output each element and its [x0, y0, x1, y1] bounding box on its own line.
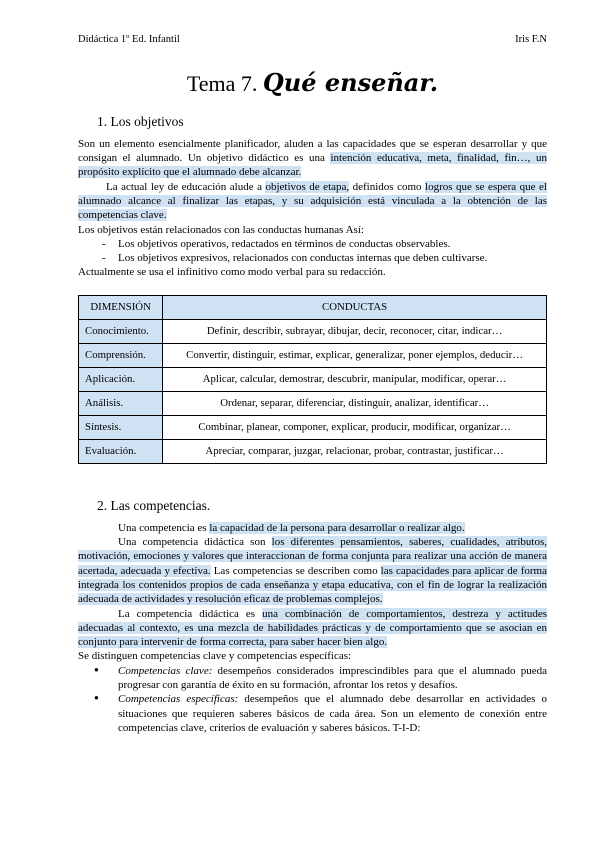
objetivos-paragraph-4: Actualmente se usa el infinitivo como modo verbal para su redacción. [78, 266, 386, 279]
header-course-label: Didáctica 1º Ed. Infantil [78, 34, 180, 45]
conductas-cell: Convertir, distinguir, estimar, explicar, generalizar, poner ejemplos, deducir… [163, 343, 547, 367]
table-row [79, 343, 547, 367]
objetivos-types-list [100, 237, 547, 266]
competencias-paragraph-2: Una competencia didáctica son los diferentes pensamientos, saberes, cualidades, atributos, motivación, emociones y valores que interaccionan de forma conjunta para realizar una acción de manera acertada, adecuada y efectiva. Las competencias se describen como las capacidades para aplicar de forma integrada los contenidos propios de cada enseñanza y etapa educativa, con el fin de lograr la realización adecuada de actividades y resolución eficaz de problemas complejos. [78, 536, 547, 606]
dimension-cell: Evaluación. [79, 439, 163, 463]
table-row [79, 439, 547, 463]
list-item: ● Competencias clave: desempeños considerados imprescindibles para que el alumnado pueda progresar con garantía de éxito en su formación, afrontar los retos y desafíos. [92, 664, 547, 693]
page-title-prefix: Tema 7. [186, 71, 263, 96]
conductas-cell: Combinar, planear, componer, explicar, producir, modificar, organizar… [163, 415, 547, 439]
competencias-paragraph-1: Una competencia es la capacidad de la persona para desarrollar o realizar algo. [118, 521, 465, 534]
dimension-cell: Síntesis. [79, 415, 163, 439]
table-row [79, 367, 547, 391]
list-item: - Los objetivos operativos, redactados en términos de conductas observables. [100, 237, 547, 251]
table-row [79, 391, 547, 415]
conductas-table [78, 295, 547, 464]
dimension-cell: Análisis. [79, 391, 163, 415]
dimension-cell: Conocimiento. [79, 319, 163, 343]
page-title-script: Qué enseñar. [262, 68, 439, 97]
competencias-paragraph-4: Se distinguen competencias clave y competencias específicas: [78, 650, 352, 663]
conductas-cell: Ordenar, separar, diferenciar, distinguir, analizar, identificar… [163, 391, 547, 415]
list-item: - Los objetivos expresivos, relacionados con conductas internas que deben cultivarse. [100, 251, 547, 265]
conductas-cell: Definir, describir, subrayar, dibujar, decir, reconocer, citar, indicar… [163, 319, 547, 343]
table-row [79, 319, 547, 343]
objetivos-paragraph-3: Los objetivos están relacionados con las conductas humanas Así: [78, 223, 364, 236]
dimension-cell: Aplicación. [79, 367, 163, 391]
page-title [78, 69, 547, 98]
competencias-paragraph-3: La competencia didáctica es una combinación de comportamientos, destreza y actitudes adecuadas al contexto, es una mezcla de habilidades prácticas y de comportamiento que se asocian en conjunto para intervenir de forma correcta, para saber hacer bien algo. [78, 607, 547, 649]
table-header-dimension: DIMENSIÓN [79, 295, 163, 319]
table-header-conductas: CONDUCTAS [163, 295, 547, 319]
document-header [78, 34, 547, 45]
section-1-heading: 1. Los objetivos [97, 113, 184, 129]
table-header-row [79, 295, 547, 319]
list-item: ● Competencias específicas: desempeños que el alumnado debe desarrollar en actividades o situaciones que requieren saberes básicos de cada área. Son un elemento de conexión entre competencias clave, criterios de evaluación y saberes básicos. T-I-D: [92, 692, 547, 735]
section-2-heading: 2. Las competencias. [97, 497, 211, 513]
dimension-cell: Comprensión. [79, 343, 163, 367]
table-row [79, 415, 547, 439]
conductas-cell: Apreciar, comparar, juzgar, relacionar, probar, contrastar, justificar… [163, 439, 547, 463]
objetivos-paragraph-2: La actual ley de educación alude a objetivos de etapa, definidos como logros que se espera que el alumnado alcance al finalizar las etapas, y su adquisición está vinculada a la obtención de las competencias clave. [78, 180, 547, 222]
header-author-label: Iris F.N [515, 34, 547, 45]
objetivos-paragraph-1: Son un elemento esencialmente planificador, aluden a las capacidades que se esperan desarrollar y que consigan el alumnado. Un objetivo didáctico es una intención educativa, meta, finalidad, fin…, un propósito explícito que el alumnado debe alcanzar. [78, 137, 547, 179]
conductas-cell: Aplicar, calcular, demostrar, descubrir, manipular, modificar, operar… [163, 367, 547, 391]
competencias-types-list [92, 664, 547, 735]
